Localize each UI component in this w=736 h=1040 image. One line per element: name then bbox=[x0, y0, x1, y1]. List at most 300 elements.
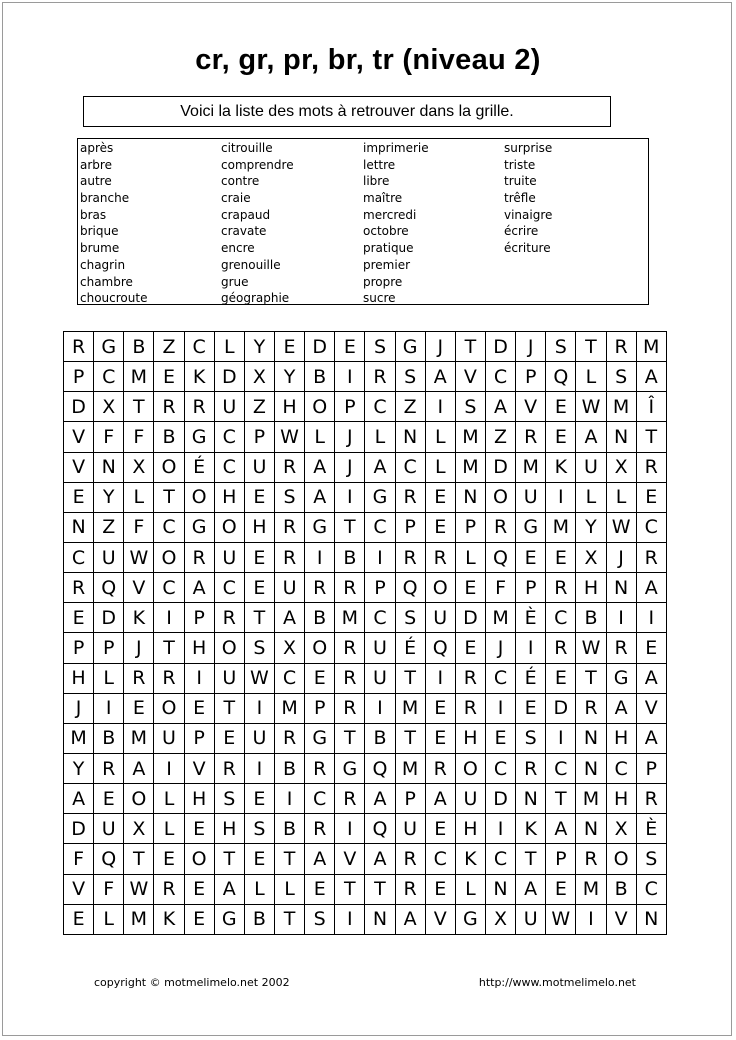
grid-cell[interactable]: C bbox=[637, 513, 667, 543]
grid-cell[interactable]: Y bbox=[275, 362, 305, 392]
grid-cell[interactable]: A bbox=[305, 844, 335, 874]
grid-cell[interactable]: N bbox=[576, 724, 606, 754]
grid-cell[interactable]: F bbox=[486, 573, 516, 603]
grid-cell[interactable]: J bbox=[426, 332, 456, 362]
grid-cell[interactable]: E bbox=[637, 633, 667, 663]
grid-cell[interactable]: A bbox=[365, 784, 395, 814]
grid-cell[interactable]: R bbox=[64, 332, 94, 362]
grid-cell[interactable]: S bbox=[396, 362, 426, 392]
grid-cell[interactable]: N bbox=[576, 754, 606, 784]
grid-cell[interactable]: Z bbox=[486, 422, 516, 452]
grid-cell[interactable]: M bbox=[637, 332, 667, 362]
grid-cell[interactable]: E bbox=[546, 875, 576, 905]
grid-cell[interactable]: C bbox=[185, 332, 215, 362]
grid-cell[interactable]: P bbox=[396, 784, 426, 814]
grid-cell[interactable]: N bbox=[456, 483, 486, 513]
grid-cell[interactable]: B bbox=[365, 724, 395, 754]
grid-cell[interactable]: S bbox=[275, 483, 305, 513]
grid-cell[interactable]: P bbox=[94, 633, 124, 663]
grid-cell[interactable]: R bbox=[64, 573, 94, 603]
grid-cell[interactable]: L bbox=[245, 875, 275, 905]
grid-cell[interactable]: E bbox=[335, 332, 365, 362]
grid-cell[interactable]: C bbox=[365, 392, 395, 422]
grid-cell[interactable]: T bbox=[335, 724, 365, 754]
grid-cell[interactable]: L bbox=[365, 422, 395, 452]
grid-cell[interactable]: H bbox=[576, 573, 606, 603]
grid-cell[interactable]: C bbox=[215, 573, 245, 603]
grid-cell[interactable]: M bbox=[124, 905, 154, 935]
grid-cell[interactable]: E bbox=[426, 875, 456, 905]
grid-cell[interactable]: P bbox=[64, 633, 94, 663]
grid-cell[interactable]: T bbox=[215, 694, 245, 724]
grid-cell[interactable]: I bbox=[335, 483, 365, 513]
grid-cell[interactable]: K bbox=[185, 362, 215, 392]
grid-cell[interactable]: A bbox=[426, 362, 456, 392]
grid-cell[interactable]: E bbox=[305, 664, 335, 694]
grid-cell[interactable]: A bbox=[637, 573, 667, 603]
grid-cell[interactable]: U bbox=[154, 724, 184, 754]
grid-cell[interactable]: V bbox=[516, 392, 546, 422]
grid-cell[interactable]: J bbox=[335, 422, 365, 452]
grid-cell[interactable]: W bbox=[546, 905, 576, 935]
grid-cell[interactable]: A bbox=[486, 392, 516, 422]
grid-cell[interactable]: M bbox=[607, 392, 637, 422]
grid-cell[interactable]: F bbox=[94, 875, 124, 905]
grid-cell[interactable]: Y bbox=[64, 754, 94, 784]
grid-cell[interactable]: T bbox=[215, 844, 245, 874]
grid-cell[interactable]: F bbox=[124, 513, 154, 543]
grid-cell[interactable]: R bbox=[396, 875, 426, 905]
grid-cell[interactable]: R bbox=[396, 844, 426, 874]
grid-cell[interactable]: Z bbox=[154, 332, 184, 362]
grid-cell[interactable]: I bbox=[94, 694, 124, 724]
grid-cell[interactable]: M bbox=[335, 603, 365, 633]
grid-cell[interactable]: F bbox=[94, 422, 124, 452]
grid-cell[interactable]: E bbox=[637, 483, 667, 513]
grid-cell[interactable]: È bbox=[516, 603, 546, 633]
grid-cell[interactable]: I bbox=[245, 694, 275, 724]
grid-cell[interactable]: J bbox=[516, 332, 546, 362]
grid-cell[interactable]: I bbox=[335, 362, 365, 392]
grid-cell[interactable]: U bbox=[215, 664, 245, 694]
grid-cell[interactable]: A bbox=[185, 573, 215, 603]
grid-cell[interactable]: M bbox=[396, 694, 426, 724]
grid-cell[interactable]: É bbox=[185, 453, 215, 483]
grid-cell[interactable]: R bbox=[124, 664, 154, 694]
grid-cell[interactable]: T bbox=[576, 664, 606, 694]
grid-cell[interactable]: I bbox=[607, 603, 637, 633]
grid-cell[interactable]: A bbox=[607, 694, 637, 724]
grid-cell[interactable]: L bbox=[456, 543, 486, 573]
grid-cell[interactable]: N bbox=[94, 453, 124, 483]
grid-cell[interactable]: E bbox=[185, 905, 215, 935]
grid-cell[interactable]: G bbox=[94, 332, 124, 362]
grid-cell[interactable]: E bbox=[154, 844, 184, 874]
grid-cell[interactable]: G bbox=[185, 513, 215, 543]
grid-cell[interactable]: A bbox=[546, 814, 576, 844]
grid-cell[interactable]: V bbox=[64, 453, 94, 483]
grid-cell[interactable]: T bbox=[124, 392, 154, 422]
grid-cell[interactable]: I bbox=[335, 905, 365, 935]
grid-cell[interactable]: E bbox=[185, 814, 215, 844]
grid-cell[interactable]: B bbox=[576, 603, 606, 633]
grid-cell[interactable]: A bbox=[365, 844, 395, 874]
grid-cell[interactable]: W bbox=[607, 513, 637, 543]
grid-cell[interactable]: L bbox=[576, 362, 606, 392]
grid-cell[interactable]: I bbox=[365, 694, 395, 724]
grid-cell[interactable]: Q bbox=[396, 573, 426, 603]
grid-cell[interactable]: Q bbox=[365, 754, 395, 784]
grid-cell[interactable]: M bbox=[516, 453, 546, 483]
grid-cell[interactable]: O bbox=[607, 844, 637, 874]
grid-cell[interactable]: A bbox=[576, 422, 606, 452]
grid-cell[interactable]: O bbox=[124, 784, 154, 814]
grid-cell[interactable]: S bbox=[245, 633, 275, 663]
grid-cell[interactable]: I bbox=[486, 814, 516, 844]
grid-cell[interactable]: I bbox=[305, 543, 335, 573]
grid-cell[interactable]: R bbox=[516, 754, 546, 784]
grid-cell[interactable]: V bbox=[335, 844, 365, 874]
grid-cell[interactable]: W bbox=[576, 633, 606, 663]
grid-cell[interactable]: B bbox=[275, 754, 305, 784]
grid-cell[interactable]: R bbox=[396, 543, 426, 573]
grid-cell[interactable]: Z bbox=[396, 392, 426, 422]
grid-cell[interactable]: D bbox=[64, 814, 94, 844]
grid-cell[interactable]: U bbox=[396, 814, 426, 844]
grid-cell[interactable]: Z bbox=[94, 513, 124, 543]
grid-cell[interactable]: D bbox=[486, 784, 516, 814]
grid-cell[interactable]: E bbox=[456, 633, 486, 663]
grid-cell[interactable]: E bbox=[245, 543, 275, 573]
grid-cell[interactable]: Y bbox=[245, 332, 275, 362]
grid-cell[interactable]: O bbox=[486, 483, 516, 513]
grid-cell[interactable]: A bbox=[305, 483, 335, 513]
grid-cell[interactable]: T bbox=[335, 513, 365, 543]
grid-cell[interactable]: H bbox=[215, 814, 245, 844]
grid-cell[interactable]: X bbox=[124, 814, 154, 844]
grid-cell[interactable]: V bbox=[637, 694, 667, 724]
grid-cell[interactable]: Q bbox=[426, 633, 456, 663]
grid-cell[interactable]: X bbox=[94, 392, 124, 422]
grid-cell[interactable]: E bbox=[64, 905, 94, 935]
grid-cell[interactable]: M bbox=[124, 362, 154, 392]
grid-cell[interactable]: E bbox=[245, 784, 275, 814]
grid-cell[interactable]: N bbox=[607, 573, 637, 603]
grid-cell[interactable]: B bbox=[124, 332, 154, 362]
grid-cell[interactable]: A bbox=[637, 664, 667, 694]
grid-cell[interactable]: C bbox=[94, 362, 124, 392]
grid-cell[interactable]: X bbox=[607, 814, 637, 844]
grid-cell[interactable]: E bbox=[245, 844, 275, 874]
grid-cell[interactable]: I bbox=[426, 664, 456, 694]
grid-cell[interactable]: B bbox=[607, 875, 637, 905]
grid-cell[interactable]: Y bbox=[94, 483, 124, 513]
grid-cell[interactable]: X bbox=[486, 905, 516, 935]
grid-cell[interactable]: C bbox=[305, 784, 335, 814]
grid-cell[interactable]: G bbox=[185, 422, 215, 452]
grid-cell[interactable]: D bbox=[486, 332, 516, 362]
grid-cell[interactable]: P bbox=[516, 573, 546, 603]
grid-cell[interactable]: C bbox=[546, 754, 576, 784]
grid-cell[interactable]: Y bbox=[576, 513, 606, 543]
grid-cell[interactable]: T bbox=[154, 633, 184, 663]
grid-cell[interactable]: V bbox=[185, 754, 215, 784]
grid-cell[interactable]: C bbox=[275, 664, 305, 694]
grid-cell[interactable]: R bbox=[335, 664, 365, 694]
grid-cell[interactable]: A bbox=[64, 784, 94, 814]
grid-cell[interactable]: R bbox=[426, 543, 456, 573]
grid-cell[interactable]: O bbox=[215, 513, 245, 543]
grid-cell[interactable]: È bbox=[637, 814, 667, 844]
grid-cell[interactable]: I bbox=[245, 754, 275, 784]
grid-cell[interactable]: T bbox=[275, 844, 305, 874]
grid-cell[interactable]: R bbox=[305, 754, 335, 784]
grid-cell[interactable]: K bbox=[546, 453, 576, 483]
grid-cell[interactable]: R bbox=[215, 603, 245, 633]
grid-cell[interactable]: C bbox=[546, 603, 576, 633]
grid-cell[interactable]: R bbox=[305, 573, 335, 603]
grid-cell[interactable]: É bbox=[516, 664, 546, 694]
grid-cell[interactable]: C bbox=[426, 844, 456, 874]
grid-cell[interactable]: K bbox=[154, 905, 184, 935]
grid-cell[interactable]: D bbox=[64, 392, 94, 422]
grid-cell[interactable]: Q bbox=[365, 814, 395, 844]
grid-cell[interactable]: C bbox=[396, 453, 426, 483]
grid-cell[interactable]: R bbox=[154, 875, 184, 905]
grid-cell[interactable]: X bbox=[576, 543, 606, 573]
grid-cell[interactable]: E bbox=[215, 724, 245, 754]
grid-cell[interactable]: U bbox=[456, 784, 486, 814]
grid-cell[interactable]: R bbox=[185, 543, 215, 573]
grid-cell[interactable]: T bbox=[365, 875, 395, 905]
grid-cell[interactable]: E bbox=[305, 875, 335, 905]
grid-cell[interactable]: K bbox=[516, 814, 546, 844]
grid-cell[interactable]: T bbox=[335, 875, 365, 905]
grid-cell[interactable]: C bbox=[215, 422, 245, 452]
grid-cell[interactable]: E bbox=[516, 543, 546, 573]
grid-cell[interactable]: S bbox=[396, 603, 426, 633]
grid-cell[interactable]: I bbox=[154, 603, 184, 633]
grid-cell[interactable]: W bbox=[275, 422, 305, 452]
grid-cell[interactable]: A bbox=[426, 784, 456, 814]
grid-cell[interactable]: R bbox=[215, 754, 245, 784]
grid-cell[interactable]: E bbox=[185, 694, 215, 724]
grid-cell[interactable]: W bbox=[124, 543, 154, 573]
grid-cell[interactable]: I bbox=[335, 814, 365, 844]
grid-cell[interactable]: M bbox=[456, 453, 486, 483]
grid-cell[interactable]: O bbox=[185, 844, 215, 874]
grid-cell[interactable]: R bbox=[546, 573, 576, 603]
grid-cell[interactable]: U bbox=[365, 633, 395, 663]
grid-cell[interactable]: G bbox=[335, 754, 365, 784]
grid-cell[interactable]: A bbox=[124, 754, 154, 784]
grid-cell[interactable]: E bbox=[275, 332, 305, 362]
grid-cell[interactable]: E bbox=[546, 392, 576, 422]
grid-cell[interactable]: H bbox=[215, 483, 245, 513]
grid-cell[interactable]: I bbox=[546, 724, 576, 754]
grid-cell[interactable]: E bbox=[456, 573, 486, 603]
grid-cell[interactable]: N bbox=[396, 422, 426, 452]
grid-cell[interactable]: B bbox=[154, 422, 184, 452]
grid-cell[interactable]: H bbox=[607, 724, 637, 754]
grid-cell[interactable]: R bbox=[94, 754, 124, 784]
grid-cell[interactable]: O bbox=[154, 694, 184, 724]
grid-cell[interactable]: P bbox=[335, 392, 365, 422]
grid-cell[interactable]: R bbox=[185, 392, 215, 422]
grid-cell[interactable]: M bbox=[396, 754, 426, 784]
grid-cell[interactable]: R bbox=[154, 664, 184, 694]
grid-cell[interactable]: U bbox=[215, 543, 245, 573]
grid-cell[interactable]: R bbox=[275, 513, 305, 543]
grid-cell[interactable]: V bbox=[124, 573, 154, 603]
grid-cell[interactable]: C bbox=[607, 754, 637, 784]
grid-cell[interactable]: H bbox=[185, 784, 215, 814]
grid-cell[interactable]: V bbox=[426, 905, 456, 935]
grid-cell[interactable]: E bbox=[426, 814, 456, 844]
grid-cell[interactable]: I bbox=[516, 633, 546, 663]
grid-cell[interactable]: R bbox=[607, 633, 637, 663]
grid-cell[interactable]: H bbox=[245, 513, 275, 543]
grid-cell[interactable]: T bbox=[154, 483, 184, 513]
grid-cell[interactable]: E bbox=[546, 422, 576, 452]
grid-cell[interactable]: R bbox=[335, 694, 365, 724]
grid-cell[interactable]: R bbox=[637, 784, 667, 814]
grid-cell[interactable]: V bbox=[64, 422, 94, 452]
grid-cell[interactable]: O bbox=[456, 754, 486, 784]
grid-cell[interactable]: P bbox=[516, 362, 546, 392]
grid-cell[interactable]: J bbox=[607, 543, 637, 573]
grid-cell[interactable]: É bbox=[396, 633, 426, 663]
grid-cell[interactable]: Q bbox=[94, 844, 124, 874]
grid-cell[interactable]: L bbox=[456, 875, 486, 905]
grid-cell[interactable]: L bbox=[426, 453, 456, 483]
grid-cell[interactable]: T bbox=[245, 603, 275, 633]
grid-cell[interactable]: B bbox=[245, 905, 275, 935]
grid-cell[interactable]: H bbox=[64, 664, 94, 694]
grid-cell[interactable]: A bbox=[516, 875, 546, 905]
grid-cell[interactable]: E bbox=[426, 724, 456, 754]
grid-cell[interactable]: E bbox=[546, 543, 576, 573]
grid-cell[interactable]: D bbox=[215, 362, 245, 392]
grid-cell[interactable]: W bbox=[245, 664, 275, 694]
grid-cell[interactable]: D bbox=[486, 453, 516, 483]
grid-cell[interactable]: M bbox=[576, 875, 606, 905]
grid-cell[interactable]: H bbox=[607, 784, 637, 814]
grid-cell[interactable]: E bbox=[154, 362, 184, 392]
grid-cell[interactable]: R bbox=[335, 573, 365, 603]
grid-cell[interactable]: P bbox=[637, 754, 667, 784]
grid-cell[interactable]: S bbox=[245, 814, 275, 844]
grid-cell[interactable]: S bbox=[456, 392, 486, 422]
grid-cell[interactable]: O bbox=[185, 483, 215, 513]
grid-cell[interactable]: G bbox=[516, 513, 546, 543]
grid-cell[interactable]: S bbox=[305, 905, 335, 935]
grid-cell[interactable]: Z bbox=[245, 392, 275, 422]
grid-cell[interactable]: C bbox=[637, 875, 667, 905]
grid-cell[interactable]: C bbox=[154, 513, 184, 543]
grid-cell[interactable]: M bbox=[275, 694, 305, 724]
grid-cell[interactable]: A bbox=[305, 453, 335, 483]
grid-cell[interactable]: H bbox=[275, 392, 305, 422]
grid-cell[interactable]: E bbox=[426, 694, 456, 724]
grid-cell[interactable]: R bbox=[365, 362, 395, 392]
grid-cell[interactable]: R bbox=[154, 392, 184, 422]
grid-cell[interactable]: T bbox=[396, 664, 426, 694]
grid-cell[interactable]: G bbox=[396, 332, 426, 362]
grid-cell[interactable]: L bbox=[426, 422, 456, 452]
grid-cell[interactable]: I bbox=[576, 905, 606, 935]
grid-cell[interactable]: C bbox=[154, 573, 184, 603]
grid-cell[interactable]: A bbox=[637, 362, 667, 392]
grid-cell[interactable]: E bbox=[245, 573, 275, 603]
grid-cell[interactable]: S bbox=[215, 784, 245, 814]
grid-cell[interactable]: D bbox=[94, 603, 124, 633]
grid-cell[interactable]: W bbox=[124, 875, 154, 905]
grid-cell[interactable]: P bbox=[396, 513, 426, 543]
grid-cell[interactable]: S bbox=[546, 332, 576, 362]
grid-cell[interactable]: X bbox=[124, 453, 154, 483]
grid-cell[interactable]: T bbox=[456, 332, 486, 362]
grid-cell[interactable]: G bbox=[305, 724, 335, 754]
grid-cell[interactable]: B bbox=[94, 724, 124, 754]
grid-cell[interactable]: V bbox=[456, 362, 486, 392]
grid-cell[interactable]: T bbox=[396, 724, 426, 754]
grid-cell[interactable]: P bbox=[185, 724, 215, 754]
grid-cell[interactable]: Î bbox=[637, 392, 667, 422]
grid-cell[interactable]: P bbox=[245, 422, 275, 452]
grid-cell[interactable]: F bbox=[64, 844, 94, 874]
grid-cell[interactable]: B bbox=[335, 543, 365, 573]
grid-cell[interactable]: E bbox=[486, 724, 516, 754]
grid-cell[interactable]: X bbox=[245, 362, 275, 392]
grid-cell[interactable]: U bbox=[215, 392, 245, 422]
grid-cell[interactable]: H bbox=[456, 724, 486, 754]
grid-cell[interactable]: P bbox=[64, 362, 94, 392]
grid-cell[interactable]: U bbox=[245, 724, 275, 754]
grid-cell[interactable]: L bbox=[576, 483, 606, 513]
grid-cell[interactable]: L bbox=[154, 784, 184, 814]
grid-cell[interactable]: D bbox=[546, 694, 576, 724]
grid-cell[interactable]: R bbox=[396, 483, 426, 513]
grid-cell[interactable]: R bbox=[516, 422, 546, 452]
grid-cell[interactable]: N bbox=[516, 784, 546, 814]
grid-cell[interactable]: S bbox=[607, 362, 637, 392]
grid-cell[interactable]: G bbox=[305, 513, 335, 543]
grid-cell[interactable]: E bbox=[64, 603, 94, 633]
grid-cell[interactable]: K bbox=[124, 603, 154, 633]
grid-cell[interactable]: U bbox=[576, 453, 606, 483]
grid-cell[interactable]: I bbox=[486, 694, 516, 724]
grid-cell[interactable]: L bbox=[154, 814, 184, 844]
grid-cell[interactable]: G bbox=[456, 905, 486, 935]
grid-cell[interactable]: O bbox=[154, 453, 184, 483]
grid-cell[interactable]: E bbox=[516, 694, 546, 724]
grid-cell[interactable]: R bbox=[637, 543, 667, 573]
grid-cell[interactable]: U bbox=[365, 664, 395, 694]
grid-cell[interactable]: L bbox=[94, 905, 124, 935]
grid-cell[interactable]: M bbox=[64, 724, 94, 754]
grid-cell[interactable]: E bbox=[245, 483, 275, 513]
grid-cell[interactable]: N bbox=[486, 875, 516, 905]
grid-cell[interactable]: L bbox=[124, 483, 154, 513]
grid-cell[interactable]: E bbox=[426, 483, 456, 513]
grid-cell[interactable]: R bbox=[275, 724, 305, 754]
grid-cell[interactable]: G bbox=[215, 905, 245, 935]
grid-cell[interactable]: U bbox=[94, 543, 124, 573]
grid-cell[interactable]: O bbox=[305, 392, 335, 422]
grid-cell[interactable]: M bbox=[124, 724, 154, 754]
grid-cell[interactable]: N bbox=[64, 513, 94, 543]
